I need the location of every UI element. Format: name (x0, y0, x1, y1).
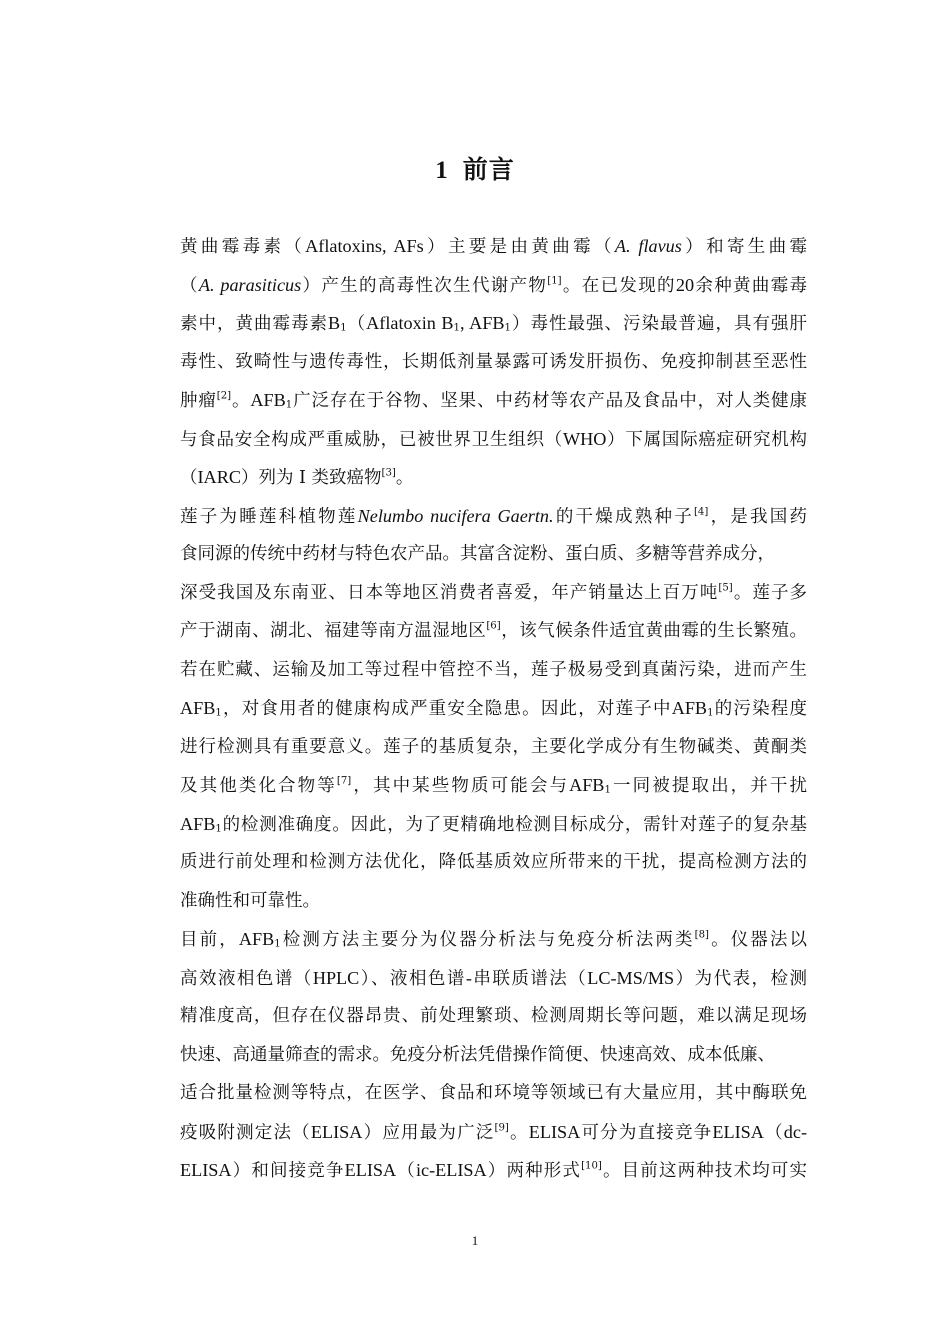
text-line: （A. parasiticus）产生的高毒性次生代谢产物[1]。在已发现的20余种黄曲霉毒 (180, 274, 808, 296)
text-line: 质进行前处理和检测方法优化，降低基质效应所带来的干扰，提高检测方法的 (180, 852, 807, 872)
section-title: 前言 (462, 157, 515, 184)
text-line: 素中，黄曲霉毒素$B_1(Aflatoxin$ $B_1$, $AFB_1$）毒性最强、污染最普遍，具有强肝 (180, 313, 808, 334)
text-line: 若在贮藏、运输及加工等过程中管控不当，莲子极易受到真菌污染，进而产生 (180, 659, 807, 680)
citation: [2] (216, 390, 232, 402)
citation: [6] (486, 620, 501, 632)
text-line: 准确性和可靠性。 (180, 890, 320, 911)
text-line: 毒性、致畸性与遗传毒性，长期低剂量暴露可诱发肝损伤、免疫抑制甚至恶性 (180, 351, 807, 372)
citation: [1] (547, 274, 562, 286)
section-heading (0, 150, 950, 186)
citation: [7] (336, 775, 352, 787)
citation: [5] (718, 581, 733, 593)
body-text (145, 227, 807, 1190)
text-line: 疫吸附测定法（ELISA）应用最为广泛[9]。ELISA可分为直接竞争ELISA（dc- (180, 1121, 808, 1143)
paragraph-1 (145, 227, 807, 497)
text-line: 深受我国及东南亚、日本等地区消费者喜爱，年产销量达上百万吨[5]。莲子多 (180, 581, 808, 603)
text-line: $AFB_1$，对食用者的健康构成严重安全隐患。因此，对莲子中$AFB_1$的污染程度 (180, 698, 807, 719)
text-line: 产于湖南、湖北、福建等南方温湿地区[6]，该气候条件适宜黄曲霉的生长繁殖。 (180, 620, 807, 641)
citation: [3] (381, 467, 396, 479)
citation: [10] (581, 1160, 602, 1172)
text-line: 进行检测具有重要意义。莲子的基质复杂，主要化学成分有生物碱类、黄酮类 (180, 736, 807, 757)
text-line: （IARC）列为 Ⅰ 类致癌物[3]。 (180, 467, 414, 488)
text-line: 与食品安全构成严重威胁，已被世界卫生组织（WHO）下属国际癌症研究机构 (180, 428, 808, 450)
text-line: 高效液相色谱（HPLC）、液相色谱-串联质谱法（LC-MS/MS）为代表，检测 (180, 967, 807, 989)
text-line: 适合批量检测等特点，在医学、食品和环境等领域已有大量应用，其中酶联免 (180, 1083, 807, 1103)
text-line: 快速、高通量筛查的需求。免疫分析法凭借操作简便、快速高效、成本低廉、 (180, 1044, 775, 1065)
text-line: ELISA）和间接竞争ELISA（ic-ELISA）两种形式[10]。目前这两种技术均可实 (180, 1160, 808, 1181)
text-line: 莲子为睡莲科植物莲Nelumbo nucifera Gaertn.的干燥成熟种子[4]，是我国药 (180, 505, 808, 527)
citation: [8] (694, 929, 709, 941)
paragraph-3 (145, 920, 807, 1190)
citation: [9] (494, 1121, 509, 1133)
text-line: 肿瘤[2]。$AFB_1$广泛存在于谷物、坚果、中药材等农产品及食品中，对人类健康 (180, 390, 808, 411)
citation: [4] (693, 505, 709, 517)
paragraph-2 (145, 497, 807, 921)
text-line: 精准度高，但存在仪器昂贵、前处理繁琐、检测周期长等问题，难以满足现场 (180, 1006, 807, 1026)
page-number: 1 (471, 1233, 479, 1248)
text-line: 食同源的传统中药材与特色农产品。其富含淀粉、蛋白质、多糖等营养成分， (180, 544, 775, 564)
text-line: 目前，$AFB_1$检测方法主要分为仪器分析法与免疫分析法两类[8]。仪器法以 (180, 929, 808, 950)
text-line: $AFB_1$的检测准确度。因此，为了更精确地检测目标成分，需针对莲子的复杂基 (180, 813, 807, 835)
text-line: 及其他类化合物等[7]，其中某些物质可能会与$AFB_1$一同被提取出，并干扰 (180, 775, 808, 796)
section-number: 1 (435, 157, 449, 184)
text-line: 黄曲霉毒素（Aflatoxins, AFs）主要是由黄曲霉（A. flavus）和寄生曲霉 (180, 236, 808, 257)
